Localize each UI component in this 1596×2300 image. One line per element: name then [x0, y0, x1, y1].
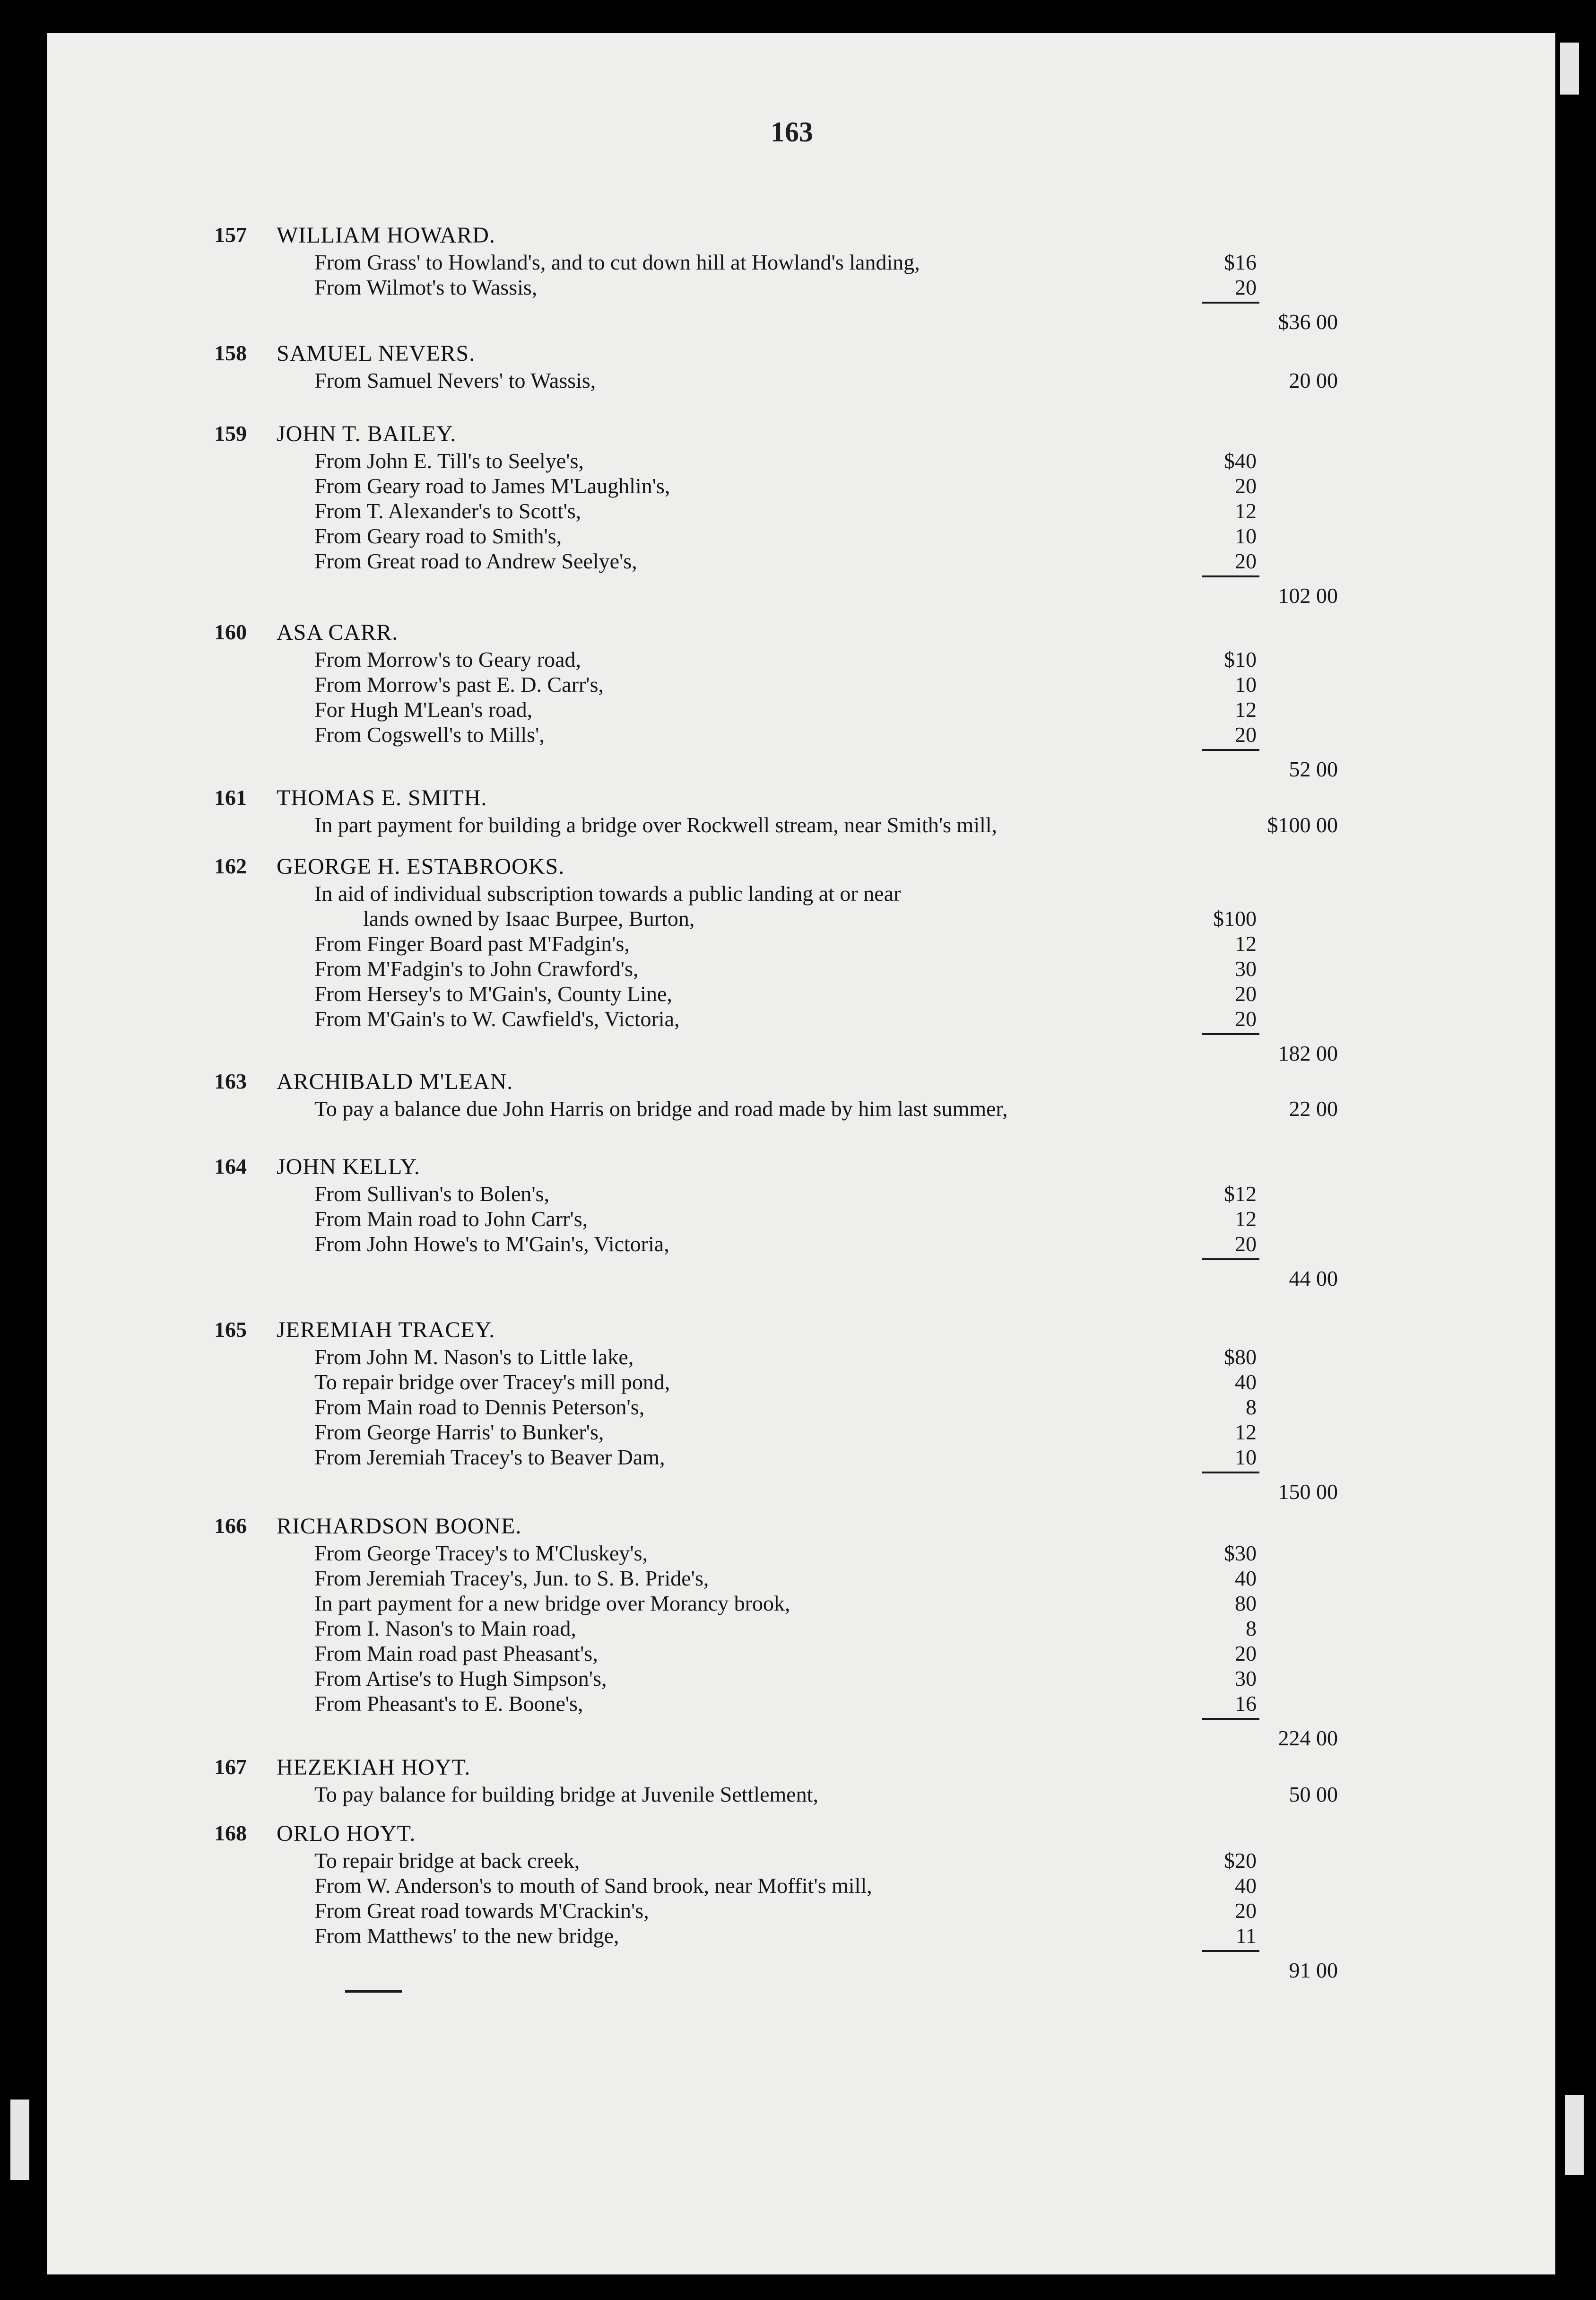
item-description: From M'Gain's to W. Cawfield's, Victoria, — [314, 1007, 680, 1031]
item-amount: $80 — [1224, 1345, 1257, 1369]
entry-header — [47, 854, 1555, 881]
item-amount: 30 — [1235, 957, 1257, 981]
item-amount: $40 — [1224, 449, 1257, 473]
item-row — [47, 1006, 1555, 1031]
item-description: From Grass' to Howland's, and to cut down hill at Howland's landing, — [314, 250, 920, 274]
item-description: lands owned by Isaac Burpee, Burton, — [363, 906, 695, 931]
entry-number: 168 — [214, 1821, 247, 1845]
entry-total: 102 00 — [1278, 584, 1338, 608]
entry-number: 161 — [214, 785, 247, 810]
item-row — [47, 1616, 1555, 1641]
subtotal-rule-row — [47, 1948, 1555, 1958]
entry-total: $36 00 — [1278, 310, 1338, 334]
item-description: In part payment for building a bridge over Rockwell stream, near Smith's mill, — [314, 813, 998, 837]
item-row — [47, 1096, 1555, 1121]
item-amount: 20 — [1235, 275, 1257, 299]
item-description: From Main road to Dennis Peterson's, — [314, 1395, 645, 1419]
item-row — [47, 981, 1555, 1006]
item-amount: 12 — [1235, 1420, 1257, 1444]
item-amount: 12 — [1235, 697, 1257, 722]
item-description: From Finger Board past M'Fadgin's, — [314, 932, 630, 956]
item-description: From Jeremiah Tracey's, Jun. to S. B. Pride's, — [314, 1566, 709, 1590]
item-amount: 12 — [1235, 932, 1257, 956]
item-row — [47, 549, 1555, 574]
appropriation-list — [47, 33, 1555, 2274]
item-row — [47, 722, 1555, 747]
item-row — [47, 1181, 1555, 1206]
subtotal-rule-row — [47, 574, 1555, 583]
subtotal-rule — [1202, 1033, 1259, 1035]
item-row — [47, 647, 1555, 672]
item-description: From Matthews' to the new bridge, — [314, 1924, 619, 1948]
item-amount: $10 — [1224, 647, 1257, 671]
item-row — [47, 1206, 1555, 1231]
item-description: For Hugh M'Lean's road, — [314, 697, 533, 722]
appropriation-entry — [47, 1513, 1555, 1752]
scan-edge-mark — [10, 2100, 29, 2180]
subtotal-rule-row — [47, 1716, 1555, 1725]
item-row — [47, 1898, 1555, 1923]
item-description: From Great road towards M'Crackin's, — [314, 1899, 649, 1923]
item-amount: 12 — [1235, 499, 1257, 523]
entry-header — [47, 1821, 1555, 1848]
appropriation-entry — [47, 619, 1555, 783]
entry-header — [47, 1513, 1555, 1541]
item-amount: 20 — [1235, 549, 1257, 573]
entry-name: JOHN KELLY. — [277, 1154, 420, 1179]
item-description: To pay balance for building bridge at Juvenile Settlement, — [314, 1782, 818, 1806]
total-row — [47, 1266, 1555, 1292]
item-amount: 20 — [1235, 982, 1257, 1006]
item-description: From Sullivan's to Bolen's, — [314, 1182, 550, 1206]
scan-edge-mark — [1565, 2095, 1584, 2175]
item-description: From George Tracey's to M'Cluskey's, — [314, 1541, 648, 1565]
item-amount: 20 — [1235, 1641, 1257, 1665]
item-amount: $20 — [1224, 1848, 1257, 1873]
item-amount: 10 — [1235, 524, 1257, 548]
entry-number: 167 — [214, 1755, 247, 1779]
item-row — [47, 1541, 1555, 1566]
item-amount: $30 — [1224, 1541, 1257, 1565]
item-description: From John E. Till's to Seelye's, — [314, 449, 584, 473]
item-description: From Great road to Andrew Seelye's, — [314, 549, 637, 573]
item-row — [47, 1344, 1555, 1369]
entry-header — [47, 1069, 1555, 1096]
item-row — [47, 498, 1555, 523]
subtotal-rule — [1202, 1718, 1259, 1720]
entry-total: 182 00 — [1278, 1041, 1338, 1065]
item-row — [47, 1591, 1555, 1616]
item-amount: 20 — [1235, 1007, 1257, 1031]
item-description: From John M. Nason's to Little lake, — [314, 1345, 634, 1369]
item-row — [47, 1666, 1555, 1691]
entry-name: WILLIAM HOWARD. — [277, 223, 495, 248]
item-row — [47, 448, 1555, 473]
appropriation-entry — [47, 1069, 1555, 1121]
entry-name: GEORGE H. ESTABROOKS. — [277, 854, 565, 879]
item-row — [47, 956, 1555, 981]
entry-name: THOMAS E. SMITH. — [277, 785, 487, 810]
entry-total: $100 00 — [1267, 813, 1338, 837]
item-row — [47, 1848, 1555, 1873]
entry-total: 44 00 — [1289, 1266, 1338, 1290]
item-description: From George Harris' to Bunker's, — [314, 1420, 604, 1444]
item-row — [47, 473, 1555, 498]
entry-header — [47, 1317, 1555, 1344]
entry-header — [47, 1154, 1555, 1181]
item-description: From Pheasant's to E. Boone's, — [314, 1691, 583, 1716]
item-amount: 40 — [1235, 1566, 1257, 1590]
entry-name: HEZEKIAH HOYT. — [277, 1755, 471, 1780]
item-description: From M'Fadgin's to John Crawford's, — [314, 957, 639, 981]
entry-header — [47, 421, 1555, 448]
item-description: From Morrow's past E. D. Carr's, — [314, 672, 604, 697]
item-row — [47, 368, 1555, 393]
item-description: From T. Alexander's to Scott's, — [314, 499, 581, 523]
entry-number: 163 — [214, 1069, 247, 1093]
entry-header — [47, 1754, 1555, 1782]
subtotal-rule-row — [47, 1256, 1555, 1266]
item-amount: 80 — [1235, 1591, 1257, 1615]
subtotal-rule — [1202, 302, 1259, 304]
entry-header — [47, 785, 1555, 812]
item-row — [47, 1566, 1555, 1591]
entry-number: 157 — [214, 223, 247, 247]
item-amount: 20 — [1235, 1232, 1257, 1256]
item-description: From Morrow's to Geary road, — [314, 647, 581, 671]
item-amount: 10 — [1235, 1445, 1257, 1469]
appropriation-entry — [47, 340, 1555, 393]
page-number: 163 — [771, 116, 813, 148]
end-dash-mark — [345, 1990, 402, 1993]
entry-total: 91 00 — [1289, 1958, 1338, 1982]
subtotal-rule — [1202, 1258, 1259, 1260]
item-amount: 8 — [1246, 1395, 1257, 1419]
entry-name: ASA CARR. — [277, 620, 399, 645]
entry-number: 164 — [214, 1154, 247, 1178]
total-row — [47, 583, 1555, 610]
item-amount: 30 — [1235, 1666, 1257, 1690]
item-row — [47, 1369, 1555, 1394]
item-row — [47, 1691, 1555, 1716]
item-row — [47, 1420, 1555, 1445]
item-row — [47, 250, 1555, 275]
item-row — [47, 275, 1555, 300]
item-amount: 8 — [1246, 1616, 1257, 1640]
subtotal-rule-row — [47, 1031, 1555, 1041]
item-amount: 10 — [1235, 672, 1257, 697]
item-description: From Samuel Nevers' to Wassis, — [314, 368, 596, 392]
entry-total: 52 00 — [1289, 757, 1338, 781]
item-description: From Main road to John Carr's, — [314, 1207, 588, 1231]
item-description: From I. Nason's to Main road, — [314, 1616, 576, 1640]
entry-number: 162 — [214, 854, 247, 878]
total-row — [47, 309, 1555, 336]
item-description: From Main road past Pheasant's, — [314, 1641, 598, 1665]
appropriation-entry — [47, 421, 1555, 610]
item-description: In aid of individual subscription towards a public landing at or near — [314, 881, 901, 906]
item-row — [47, 1923, 1555, 1948]
item-row — [47, 672, 1555, 697]
entry-header — [47, 222, 1555, 250]
item-description: From Cogswell's to Mills', — [314, 723, 545, 747]
scan-edge-mark — [1560, 43, 1579, 95]
item-amount: 40 — [1235, 1873, 1257, 1898]
appropriation-entry — [47, 1154, 1555, 1292]
item-row — [47, 931, 1555, 956]
total-row — [47, 1479, 1555, 1506]
entry-name: JOHN T. BAILEY. — [277, 421, 457, 446]
item-description: From W. Anderson's to mouth of Sand brook, near Moffit's mill, — [314, 1873, 872, 1898]
appropriation-entry — [47, 222, 1555, 336]
item-row — [47, 881, 1555, 906]
entry-number: 159 — [214, 421, 247, 445]
item-amount: $12 — [1224, 1182, 1257, 1206]
appropriation-entry — [47, 854, 1555, 1067]
item-row — [47, 697, 1555, 722]
item-description: From Geary road to James M'Laughlin's, — [314, 474, 670, 498]
item-description: From Hersey's to M'Gain's, County Line, — [314, 982, 672, 1006]
item-row — [47, 1641, 1555, 1666]
subtotal-rule-row — [47, 747, 1555, 757]
item-row — [47, 1782, 1555, 1807]
appropriation-entry — [47, 1821, 1555, 1984]
total-row — [47, 1958, 1555, 1984]
entry-name: ARCHIBALD M'LEAN. — [277, 1069, 513, 1094]
entry-name: RICHARDSON BOONE. — [277, 1514, 522, 1539]
item-description: To repair bridge over Tracey's mill pond, — [314, 1370, 670, 1394]
entry-total: 50 00 — [1289, 1782, 1338, 1806]
item-amount: 20 — [1235, 1899, 1257, 1923]
appropriation-entry — [47, 1317, 1555, 1506]
item-amount: 20 — [1235, 723, 1257, 747]
entry-total: 20 00 — [1289, 368, 1338, 392]
item-row — [47, 523, 1555, 549]
item-row — [47, 906, 1555, 931]
entry-number: 165 — [214, 1317, 247, 1342]
item-description: To repair bridge at back creek, — [314, 1848, 580, 1873]
subtotal-rule — [1202, 1472, 1259, 1473]
subtotal-rule-row — [47, 1470, 1555, 1479]
item-amount: 20 — [1235, 474, 1257, 498]
entry-number: 158 — [214, 341, 247, 365]
item-amount: $100 — [1213, 906, 1257, 931]
subtotal-rule — [1202, 575, 1259, 577]
item-row — [47, 1873, 1555, 1898]
item-description: From Artise's to Hugh Simpson's, — [314, 1666, 607, 1690]
subtotal-rule-row — [47, 300, 1555, 309]
item-row — [47, 1445, 1555, 1470]
entry-total: 22 00 — [1289, 1097, 1338, 1121]
entry-number: 166 — [214, 1514, 247, 1538]
item-amount: $16 — [1224, 250, 1257, 274]
item-description: From John Howe's to M'Gain's, Victoria, — [314, 1232, 669, 1256]
total-row — [47, 1725, 1555, 1752]
item-amount: 16 — [1235, 1691, 1257, 1716]
item-description: From Wilmot's to Wassis, — [314, 275, 538, 299]
total-row — [47, 757, 1555, 783]
item-description: In part payment for a new bridge over Morancy brook, — [314, 1591, 790, 1615]
item-description: From Jeremiah Tracey's to Beaver Dam, — [314, 1445, 665, 1469]
item-row — [47, 1231, 1555, 1256]
appropriation-entry — [47, 785, 1555, 837]
entry-header — [47, 619, 1555, 647]
entry-total: 224 00 — [1278, 1726, 1338, 1750]
item-amount: 40 — [1235, 1370, 1257, 1394]
item-row — [47, 1394, 1555, 1420]
entry-name: JEREMIAH TRACEY. — [277, 1317, 495, 1342]
item-description: To pay a balance due John Harris on bridge and road made by him last summer, — [314, 1097, 1008, 1121]
subtotal-rule — [1202, 1950, 1259, 1952]
item-amount: 11 — [1235, 1924, 1257, 1948]
entry-name: SAMUEL NEVERS. — [277, 341, 476, 366]
item-row — [47, 812, 1555, 837]
subtotal-rule — [1202, 749, 1259, 751]
entry-name: ORLO HOYT. — [277, 1821, 416, 1846]
item-amount: 12 — [1235, 1207, 1257, 1231]
entry-header — [47, 340, 1555, 368]
document-page — [47, 33, 1555, 2274]
total-row — [47, 1041, 1555, 1067]
entry-total: 150 00 — [1278, 1480, 1338, 1504]
entry-number: 160 — [214, 620, 247, 644]
item-description: From Geary road to Smith's, — [314, 524, 562, 548]
appropriation-entry — [47, 1754, 1555, 1807]
